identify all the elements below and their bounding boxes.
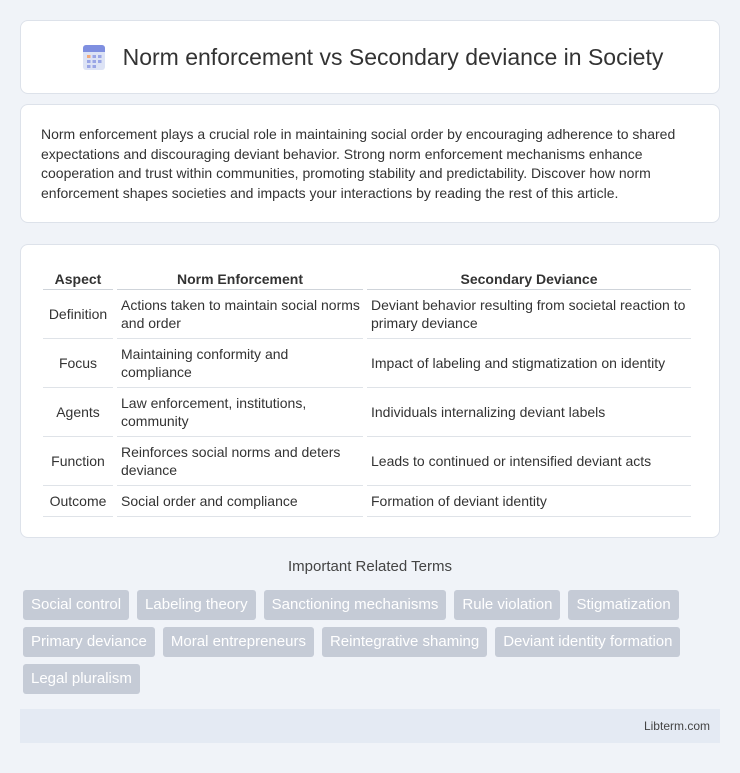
comparison-table	[39, 267, 695, 517]
table-row	[43, 437, 691, 486]
table-cell: Leads to continued or intensified deviant acts	[367, 437, 691, 486]
table-cell: Impact of labeling and stigmatization on identity	[367, 339, 691, 388]
table-cell-aspect: Definition	[43, 290, 113, 339]
table-row	[43, 290, 691, 339]
table-cell-aspect: Outcome	[43, 486, 113, 517]
footer	[20, 709, 720, 743]
related-terms-list	[23, 590, 723, 694]
related-term-tag[interactable]: Sanctioning mechanisms	[264, 590, 447, 620]
related-term-tag[interactable]: Reintegrative shaming	[322, 627, 487, 657]
page-title: Norm enforcement vs Secondary deviance in Society	[122, 43, 664, 70]
table-cell: Social order and compliance	[117, 486, 363, 517]
related-term-tag[interactable]: Moral entrepreneurs	[163, 627, 314, 657]
related-term-tag[interactable]: Legal pluralism	[23, 664, 140, 694]
table-cell-aspect: Function	[43, 437, 113, 486]
column-header-norm-enforcement: Norm Enforcement	[117, 267, 363, 290]
table-cell: Individuals internalizing deviant labels	[367, 388, 691, 437]
header	[77, 40, 664, 74]
column-header-secondary-deviance: Secondary Deviance	[367, 267, 691, 290]
table-row	[43, 339, 691, 388]
related-term-tag[interactable]: Social control	[23, 590, 129, 620]
related-term-tag[interactable]: Rule violation	[454, 590, 560, 620]
related-term-tag[interactable]: Labeling theory	[137, 590, 256, 620]
intro-text: Norm enforcement plays a crucial role in maintaining social order by encouraging adherence to shared expectations and discouraging deviant behavior. Strong norm enforcement mechanisms enhance cooperation and trust within communities, promoting stability and predictability. Discover how norm enforcement shapes societies and impacts your interactions by reading the rest of this article.	[41, 126, 676, 201]
column-header-aspect: Aspect	[43, 267, 113, 290]
table-cell: Maintaining conformity and compliance	[117, 339, 363, 388]
related-terms-title: Important Related Terms	[288, 558, 452, 575]
table-cell: Deviant behavior resulting from societal reaction to primary deviance	[367, 290, 691, 339]
intro-card	[20, 104, 720, 223]
comparison-table-card	[20, 244, 720, 538]
table-cell: Formation of deviant identity	[367, 486, 691, 517]
table-header-row	[43, 267, 691, 290]
table-row	[43, 486, 691, 517]
table-cell: Actions taken to maintain social norms and order	[117, 290, 363, 339]
related-term-tag[interactable]: Deviant identity formation	[495, 627, 680, 657]
footer-site-link[interactable]: Libterm.com	[643, 719, 710, 733]
document-icon	[77, 40, 111, 74]
table-cell-aspect: Focus	[43, 339, 113, 388]
related-term-tag[interactable]: Stigmatization	[568, 590, 678, 620]
related-term-tag[interactable]: Primary deviance	[23, 627, 155, 657]
table-cell: Law enforcement, institutions, community	[117, 388, 363, 437]
table-row	[43, 388, 691, 437]
table-cell: Reinforces social norms and deters deviance	[117, 437, 363, 486]
header-card	[20, 20, 720, 94]
table-cell-aspect: Agents	[43, 388, 113, 437]
